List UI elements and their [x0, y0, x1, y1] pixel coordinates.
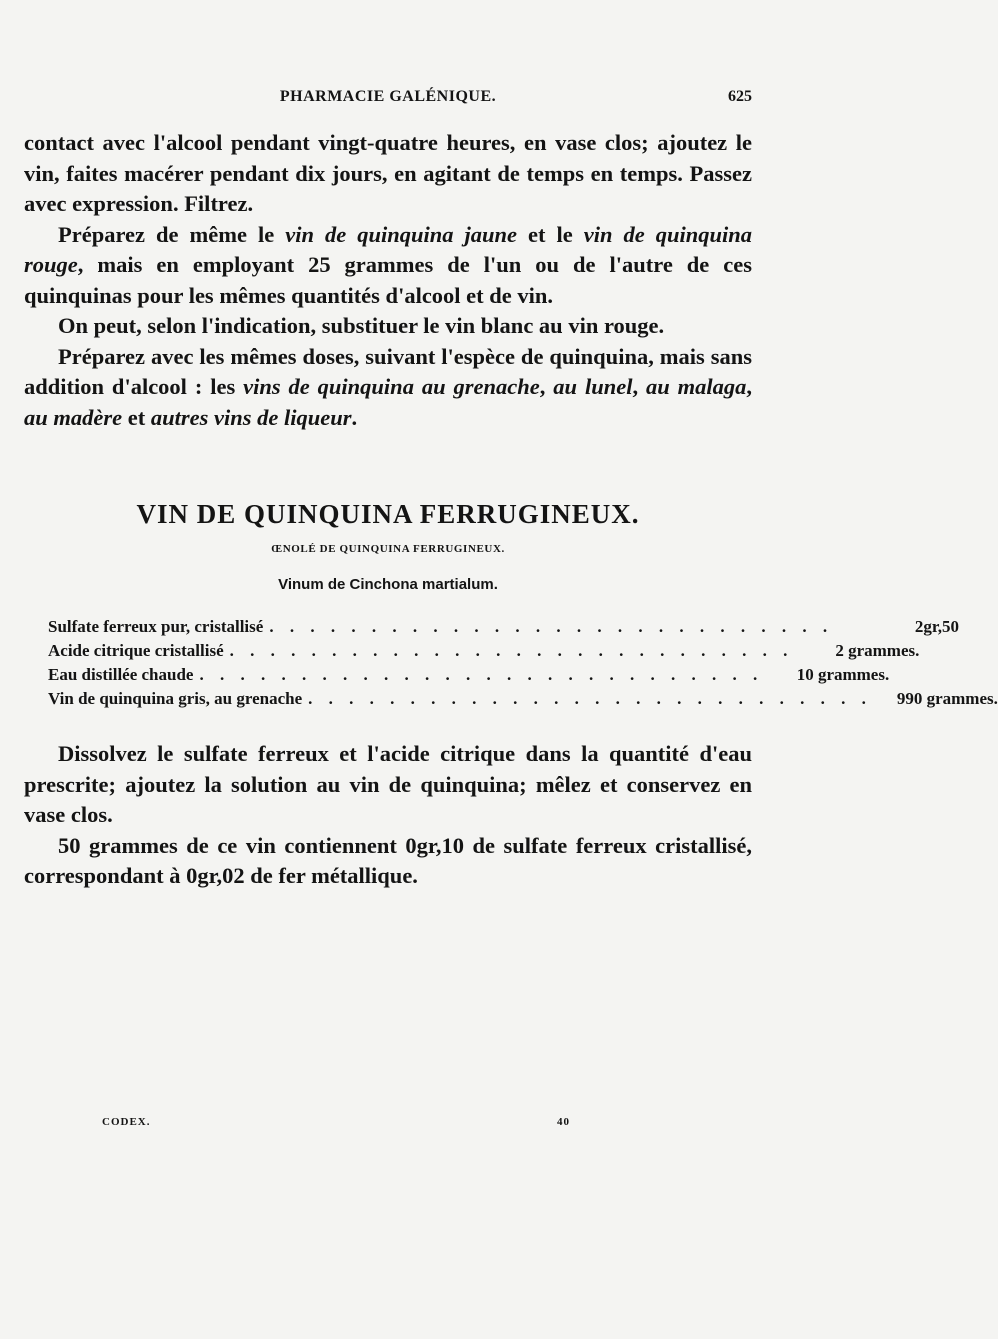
paragraph-dissolve: Dissolvez le sulfate ferreux et l'acide citrique dans la quantité d'eau prescrite; ajoutez la solution au vin de quinquina; mêlez et conservez en vase clos.	[24, 741, 752, 827]
recipe-row	[48, 663, 890, 687]
paragraph-yellow-red-cinchona	[24, 220, 752, 312]
paragraph-text: ,	[746, 374, 753, 399]
recipe-ingredient: Acide citrique cristallisé	[48, 641, 224, 660]
footer-signature: CODEX.	[102, 1116, 151, 1128]
paragraph-liqueur-wines	[24, 342, 752, 434]
running-head	[24, 88, 752, 112]
emphasis-text: vins de quinquina au grenache	[243, 374, 540, 399]
section-title: VIN DE QUINQUINA FERRUGINEUX.	[136, 499, 640, 529]
page-number: 625	[728, 88, 752, 105]
recipe-quantity: 990 grammes.	[896, 689, 998, 708]
emphasis-text: au lunel	[553, 374, 633, 399]
recipe-ingredient: Eau distillée chaude	[48, 665, 194, 684]
recipe-ingredient: Sulfate ferreux pur, cristallisé	[48, 617, 264, 636]
recipe-quantity: 2 grammes.	[835, 641, 920, 660]
footer-sheet-number: 40	[557, 1116, 570, 1128]
recipe-row	[48, 639, 920, 663]
body-text	[24, 128, 998, 892]
section-synonym: ŒNOLÉ DE QUINQUINA FERRUGINEUX.	[271, 543, 505, 555]
leader-dots: . . . . . . . . . . . . . . . . . . . . . . . . . . . .	[229, 641, 794, 660]
emphasis-text: autres vins de liqueur	[150, 404, 352, 430]
emphasis-text: vin de quinquina jaune	[285, 221, 518, 247]
emphasis-text: au malaga	[646, 374, 747, 399]
paragraph-text: et	[122, 404, 151, 430]
paragraph-white-wine: On peut, selon l'indication, substituer le vin blanc au vin rouge.	[58, 313, 665, 338]
paragraph-continuation: contact avec l'alcool pendant vingt-quatre heures, en vase clos; ajoutez le vin, faites macérer pendant dix jours, en agitant de temps en temps. Passez avec expression. Filtrez.	[24, 130, 752, 216]
recipe-row	[48, 687, 998, 711]
emphasis-text: vin de quinquina rouge	[24, 221, 753, 277]
paragraph-text: ,	[539, 374, 554, 399]
recipe-quantity: 10 grammes.	[796, 665, 890, 684]
leader-dots: . . . . . . . . . . . . . . . . . . . . . . . . . . . .	[199, 665, 764, 684]
paragraph-text: , mais en employant 25 grammes de l'un ou de l'autre de ces quinquinas pour les mêmes quantités d'alcool et de vin.	[24, 252, 752, 308]
running-head-title: PHARMACIE GALÉNIQUE.	[279, 88, 497, 105]
paragraph-iron-content: 50 grammes de ce vin contiennent 0gr,10 de sulfate ferreux cristallisé, correspondant à 0gr,02 de fer métallique.	[24, 832, 752, 888]
recipe-list	[48, 615, 998, 711]
emphasis-text: au madère	[24, 404, 123, 430]
paragraph-text: et le	[517, 221, 584, 247]
section-latin-name: Vinum de Cinchona martialum.	[278, 576, 498, 593]
leader-dots: . . . . . . . . . . . . . . . . . . . . . . . . . . . .	[269, 617, 834, 636]
paragraph-text: Préparez de même le	[58, 221, 286, 247]
page-footer	[24, 1116, 752, 1136]
recipe-quantity: 2gr,50	[914, 617, 960, 636]
paragraph-text: ,	[632, 374, 646, 399]
book-page	[24, 0, 998, 1339]
recipe-row	[48, 615, 960, 639]
leader-dots: . . . . . . . . . . . . . . . . . . . . . . . . . . . .	[308, 689, 872, 708]
paragraph-text: .	[351, 404, 358, 430]
recipe-ingredient: Vin de quinquina gris, au grenache	[48, 689, 303, 708]
paragraph-text: Préparez avec les mêmes doses, suivant l'espèce de quinquina, mais sans addition d'alcool : les	[24, 343, 752, 399]
